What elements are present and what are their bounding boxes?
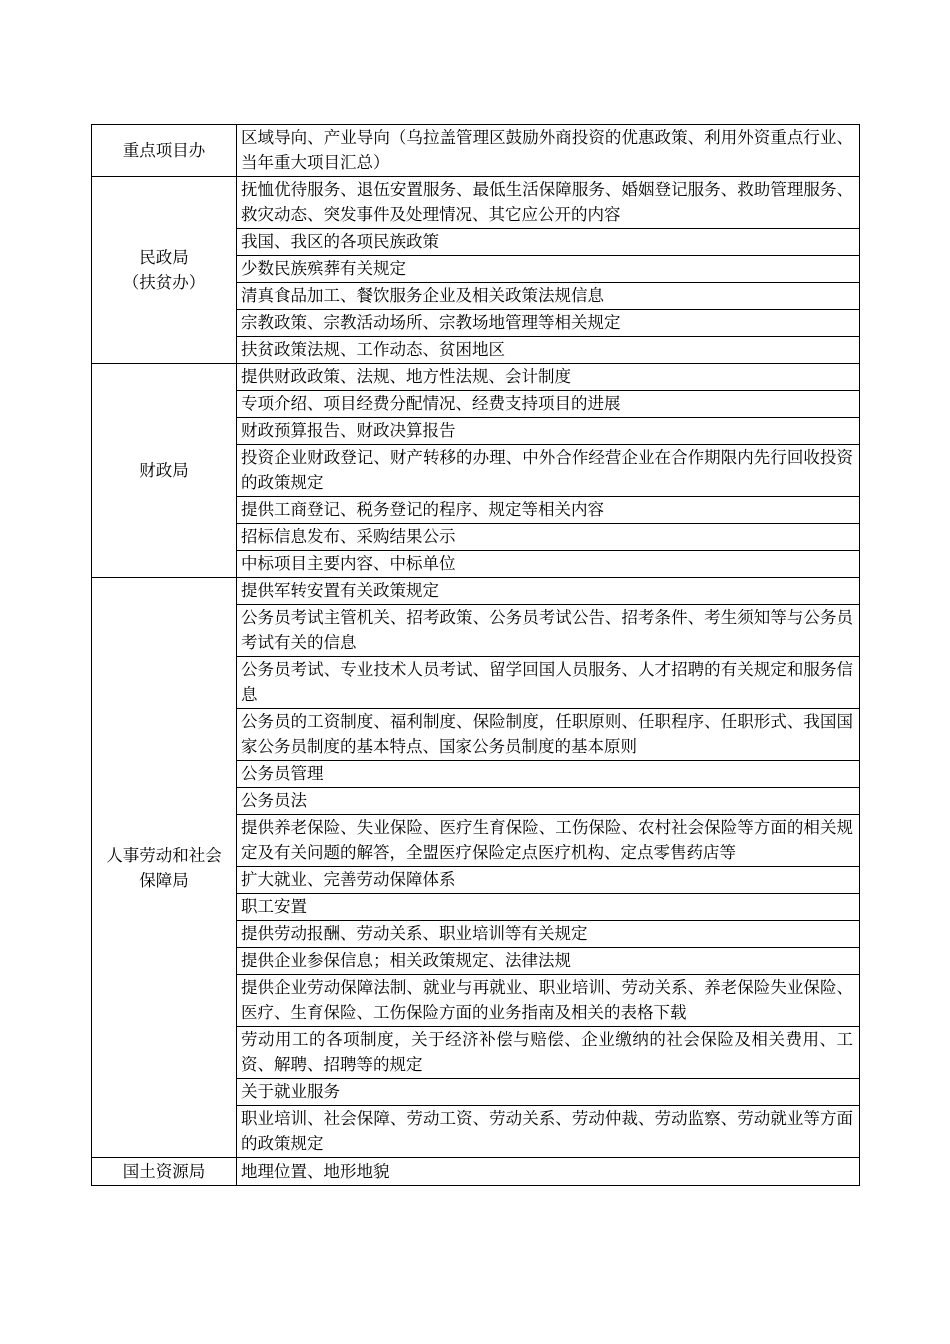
disclosure-item: 清真食品加工、餐饮服务企业及相关政策法规信息 [237, 283, 860, 310]
department-name: （扶贫办） [122, 273, 206, 292]
disclosure-item: 专项介绍、项目经费分配情况、经费支持项目的进展 [237, 391, 860, 418]
disclosure-item: 扩大就业、完善劳动保障体系 [237, 867, 860, 894]
disclosure-item: 财政预算报告、财政决算报告 [237, 418, 860, 445]
disclosure-item: 提供军转安置有关政策规定 [237, 578, 860, 605]
disclosure-item: 职业培训、社会保障、劳动工资、劳动关系、劳动仲裁、劳动监察、劳动就业等方面的政策规定 [237, 1106, 860, 1158]
disclosure-item: 我国、我区的各项民族政策 [237, 229, 860, 256]
disclosure-item: 区域导向、产业导向（乌拉盖管理区鼓励外商投资的优惠政策、利用外资重点行业、当年重大项目汇总） [237, 125, 860, 177]
disclosure-item: 公务员考试主管机关、招考政策、公务员考试公告、招考条件、考生须知等与公务员考试有关的信息 [237, 605, 860, 657]
disclosure-item: 提供财政政策、法规、地方性法规、会计制度 [237, 364, 860, 391]
disclosure-item: 提供工商登记、税务登记的程序、规定等相关内容 [237, 497, 860, 524]
disclosure-item: 少数民族殡葬有关规定 [237, 256, 860, 283]
disclosure-item: 地理位置、地形地貌 [237, 1158, 860, 1186]
disclosure-item: 公务员考试、专业技术人员考试、留学回国人员服务、人才招聘的有关规定和服务信息 [237, 657, 860, 709]
disclosure-item: 职工安置 [237, 894, 860, 921]
disclosure-item: 公务员的工资制度、福利制度、保险制度，任职原则、任职程序、任职形式、我国国家公务员制度的基本特点、国家公务员制度的基本原则 [237, 709, 860, 761]
department-cell [92, 177, 237, 364]
disclosure-item: 劳动用工的各项制度，关于经济补偿与赔偿、企业缴纳的社会保险及相关费用、工资、解聘、招聘等的规定 [237, 1027, 860, 1079]
table-row [92, 125, 860, 177]
department-cell [92, 578, 237, 1158]
table-body [92, 125, 860, 1186]
department-name: 人事劳动和社会 [106, 845, 222, 865]
table-row [92, 177, 860, 229]
department-cell [92, 364, 237, 578]
disclosure-item: 抚恤优待服务、退伍安置服务、最低生活保障服务、婚姻登记服务、救助管理服务、救灾动态、突发事件及处理情况、其它应公开的内容 [237, 177, 860, 229]
department-name: 保障局 [139, 870, 189, 890]
department-name: 重点项目办 [122, 141, 206, 160]
disclosure-item: 招标信息发布、采购结果公示 [237, 524, 860, 551]
table-row [92, 364, 860, 391]
disclosure-item: 提供企业劳动保障法制、就业与再就业、职业培训、劳动关系、养老保险失业保险、医疗、生育保险、工伤保险方面的业务指南及相关的表格下载 [237, 975, 860, 1027]
department-name: 民政局 [139, 248, 189, 267]
disclosure-item: 提供企业参保信息；相关政策规定、法律法规 [237, 948, 860, 975]
disclosure-table [91, 124, 860, 1186]
department-cell [92, 1158, 237, 1186]
disclosure-item: 提供养老保险、失业保险、医疗生育保险、工伤保险、农村社会保险等方面的相关规定及有关问题的解答，全盟医疗保险定点医疗机构、定点零售药店等 [237, 815, 860, 867]
department-name: 财政局 [139, 461, 189, 480]
disclosure-item: 关于就业服务 [237, 1079, 860, 1106]
department-cell [92, 125, 237, 177]
disclosure-item: 中标项目主要内容、中标单位 [237, 551, 860, 578]
disclosure-item: 公务员管理 [237, 761, 860, 788]
disclosure-item: 提供劳动报酬、劳动关系、职业培训等有关规定 [237, 921, 860, 948]
table-row [92, 1158, 860, 1186]
department-name: 国土资源局 [122, 1162, 206, 1181]
disclosure-item: 扶贫政策法规、工作动态、贫困地区 [237, 337, 860, 364]
disclosure-item: 公务员法 [237, 788, 860, 815]
disclosure-item: 投资企业财政登记、财产转移的办理、中外合作经营企业在合作期限内先行回收投资的政策规定 [237, 445, 860, 497]
disclosure-item: 宗教政策、宗教活动场所、宗教场地管理等相关规定 [237, 310, 860, 337]
table-row [92, 578, 860, 605]
